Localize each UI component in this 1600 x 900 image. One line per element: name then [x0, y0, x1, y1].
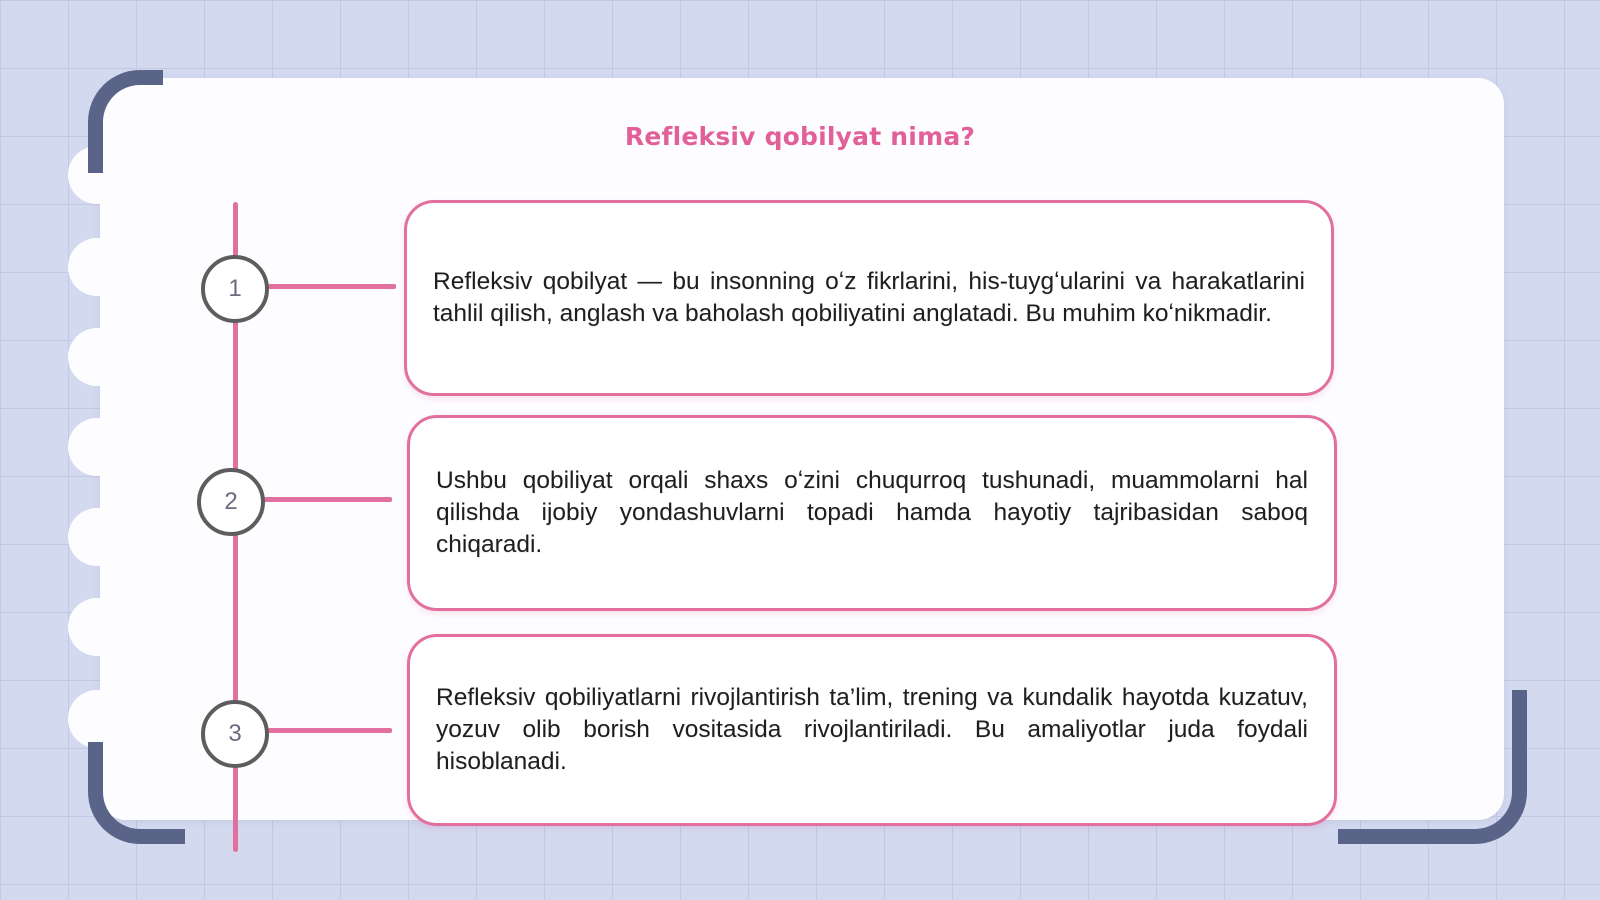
paper-tab [68, 690, 126, 748]
step-number-3: 3 [201, 700, 269, 768]
step-text-1: Refleksiv qobilyat — bu insonning oʻz fikrlarini, his-tuygʻularini va harakatlarini tahlil qilish, anglash va baholash qobiliyatini anglatadi. Bu muhim koʻnikmadir. [433, 268, 1305, 327]
paper-tab [68, 418, 126, 476]
step-card-3 [407, 634, 1337, 826]
step-card-2 [407, 415, 1337, 611]
paper-tab [68, 598, 126, 656]
step-number-2: 2 [197, 468, 265, 536]
step-card-1 [404, 200, 1334, 396]
corner-bracket-bottom-right [1338, 690, 1527, 844]
paper-tab [68, 328, 126, 386]
corner-bracket-bottom-left [88, 742, 185, 844]
step-number-1: 1 [201, 255, 269, 323]
connector-line-1 [268, 284, 396, 289]
connector-line-2 [264, 497, 392, 502]
step-text-3: Refleksiv qobiliyatlarni rivojlantirish ta’lim, trening va kundalik hayotda kuzatuv, yozuv olib borish vositasida rivojlantiriladi. Bu amaliyotlar juda foydali hisoblanadi. [436, 684, 1308, 775]
slide-title: Refleksiv qobilyat nima? [624, 122, 976, 151]
connector-line-3 [268, 728, 392, 733]
paper-tab [68, 238, 126, 296]
step-text-2: Ushbu qobiliyat orqali shaxs oʻzini chuqurroq tushunadi, muammolarni hal qilishda ijobiy yondashuvlarni topadi hamda hayotiy tajribasidan saboq chiqaradi. [436, 467, 1308, 558]
paper-tab [68, 508, 126, 566]
corner-bracket-top-left [88, 70, 163, 173]
